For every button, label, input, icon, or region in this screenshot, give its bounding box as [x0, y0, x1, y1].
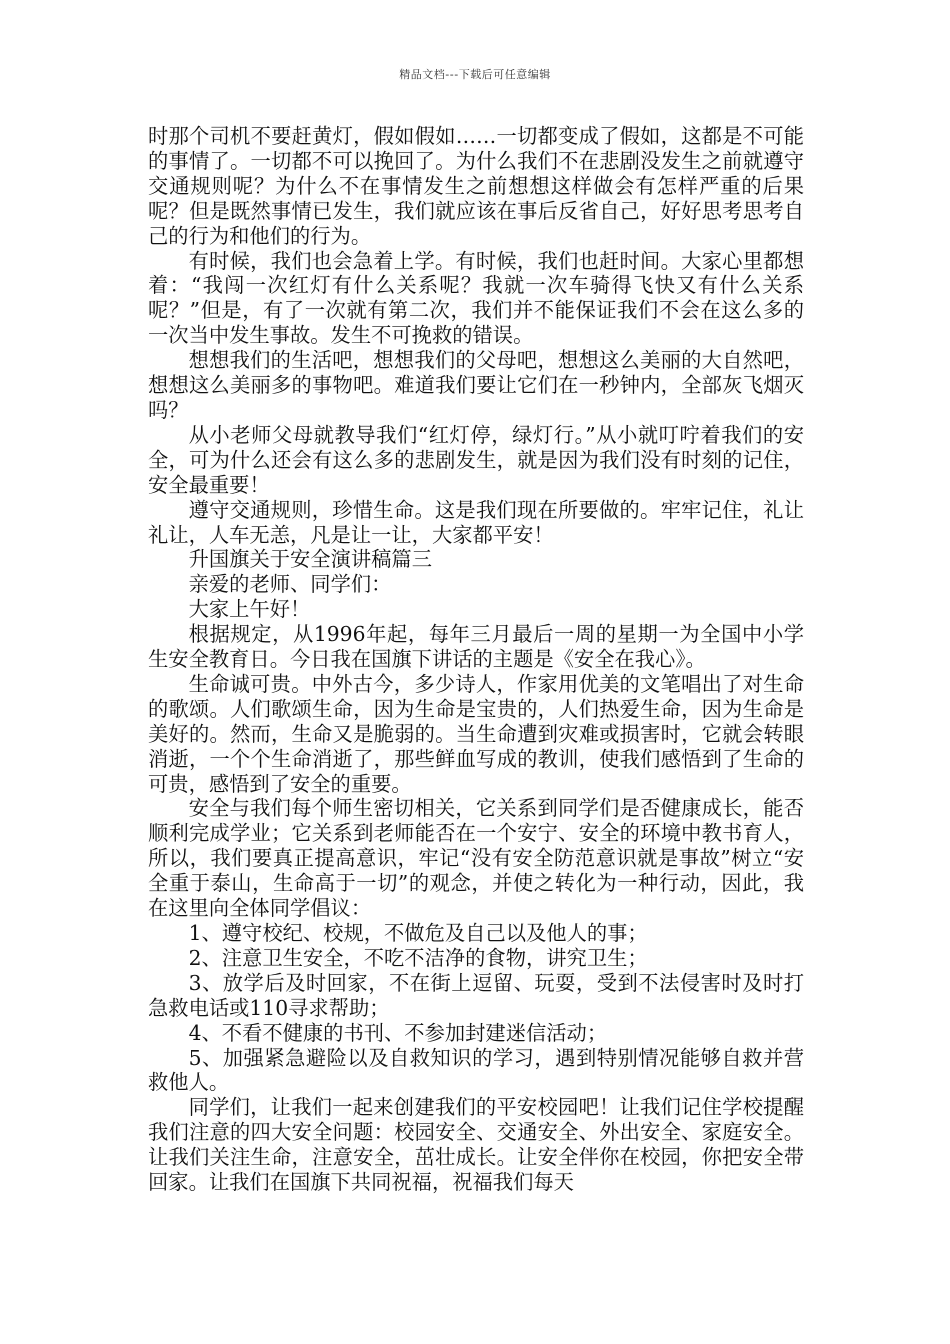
section-title: 升国旗关于安全演讲稿篇三 [188, 547, 432, 572]
paragraph: 时那个司机不要赶黄灯，假如假如……一切都变成了假如，这都是不可能的事情了。一切都不可以挽回了。为什么我们不在悲剧没发生之前就遵守交通规则呢？为什么不在事情发生之前想想这样做会有怎样严重的后果呢？但是既然事情已发生，我们就应该在事后反省自己，好好思考思考自己的行为和他们的行为。 [148, 124, 804, 248]
salutation: 亲爱的老师、同学们： [188, 572, 392, 597]
paragraph: 从小老师父母就教导我们“红灯停，绿灯行。”从小就叮咛着我们的安全，可为什么还会有这么多的悲剧发生，就是因为我们没有时刻的记住，安全最重要！ [148, 422, 804, 497]
document-body [148, 124, 804, 1195]
paragraph: 遵守交通规则，珍惜生命。这是我们现在所要做的。牢牢记住，礼让礼让，人车无恙，凡是让一让，大家都平安！ [148, 497, 804, 547]
paragraph: 同学们，让我们一起来创建我们的平安校园吧！让我们记住学校提醒我们注意的四大安全问题：校园安全、交通安全、外出安全、家庭安全。让我们关注生命，注意安全，茁壮成长。让安全伴你在校园，你把安全带回家。让我们在国旗下共同祝福，祝福我们每天 [148, 1095, 804, 1195]
list-item: 2、注意卫生安全，不吃不洁净的食物，讲究卫生； [188, 945, 648, 970]
list-item: 5、加强紧急避险以及自救知识的学习，遇到特别情况能够自救并营救他人。 [148, 1045, 804, 1095]
paragraph: 安全与我们每个师生密切相关，它关系到同学们是否健康成长，能否顺利完成学业；它关系到老师能否在一个安宁、安全的环境中教书育人，所以，我们要真正提高意识，牢记“没有安全防范意识就是事故”树立“安全重于泰山，生命高于一切”的观念，并使之转化为一种行动，因此，我在这里向全体同学倡议： [148, 796, 804, 921]
greeting: 大家上午好！ [188, 597, 311, 622]
list-item: 3、放学后及时回家，不在街上逗留、玩耍，受到不法侵害时及时打急救电话或110寻求帮助； [148, 970, 804, 1020]
page-header: 精品文档---下载后可任意编辑 [399, 68, 551, 81]
paragraph: 生命诚可贵。中外古今，多少诗人，作家用优美的文笔唱出了对生命的歌颂。人们歌颂生命，因为生命是宝贵的，人们热爱生命，因为生命是美好的。然而，生命又是脆弱的。当生命遭到灾难或损害时，它就会转眼消逝，一个个生命消逝了，那些鲜血写成的教训，使我们感悟到了生命的可贵，感悟到了安全的重要。 [148, 671, 804, 796]
list-item: 4、不看不健康的书刊、不参加封建迷信活动； [188, 1020, 608, 1045]
paragraph: 有时候，我们也会急着上学。有时候，我们也赶时间。大家心里都想着：“我闯一次红灯有什么关系呢？我就一次车骑得飞快又有什么关系呢？”但是，有了一次就有第二次，我们并不能保证我们不会在这么多的一次当中发生事故。发生不可挽救的错误。 [148, 248, 804, 348]
list-item: 1、遵守校纪、校规，不做危及自己以及他人的事； [188, 921, 648, 945]
paragraph: 根据规定，从1996年起，每年三月最后一周的星期一为全国中小学生安全教育日。今日我在国旗下讲话的主题是《安全在我心》。 [148, 622, 804, 672]
paragraph: 想想我们的生活吧，想想我们的父母吧，想想这么美丽的大自然吧，想想这么美丽多的事物吧。难道我们要让它们在一秒钟内，全部灰飞烟灭吗？ [148, 348, 804, 422]
